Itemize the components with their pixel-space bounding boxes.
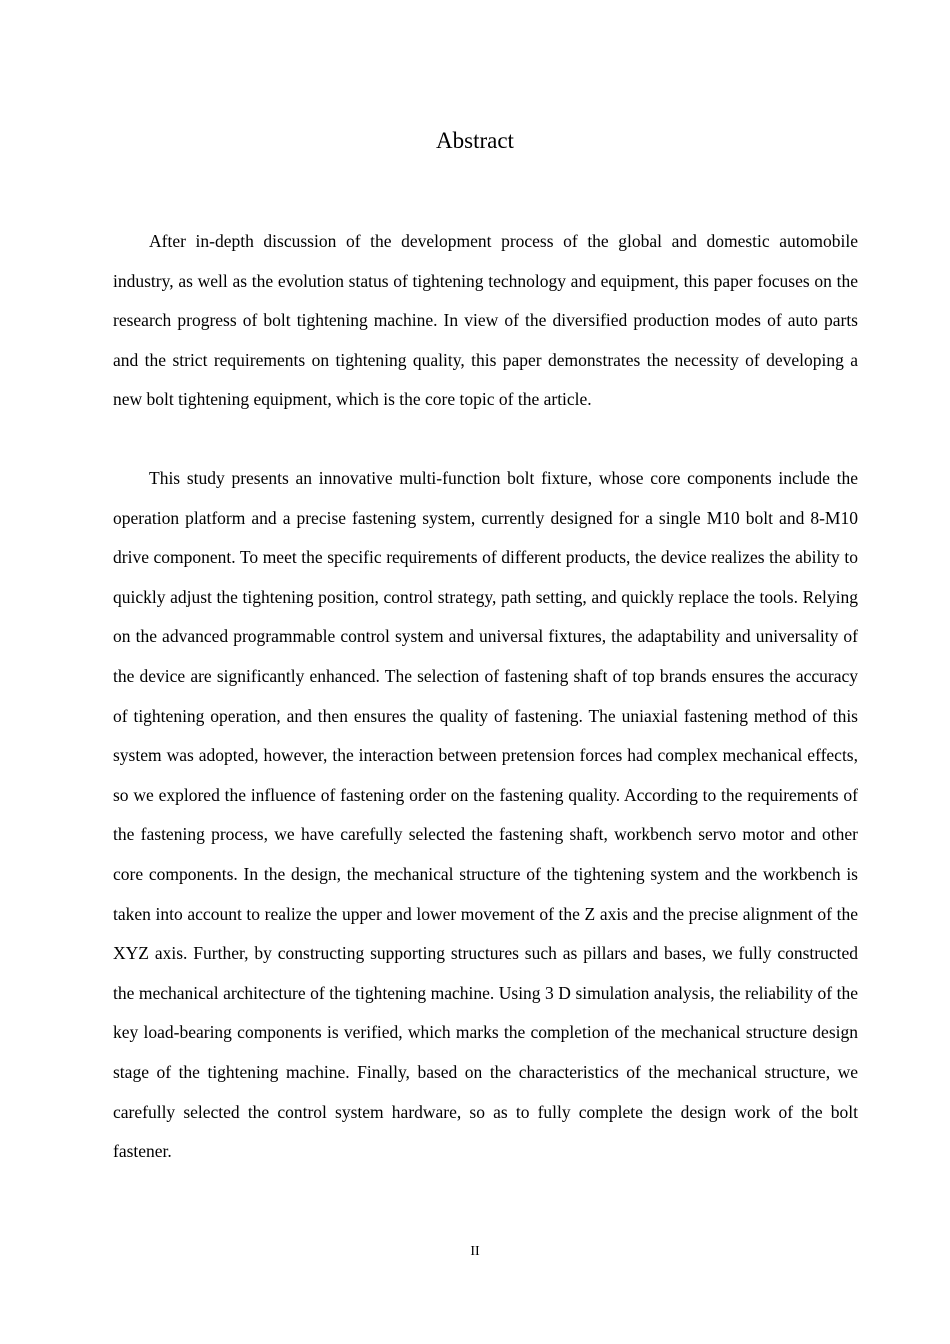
abstract-paragraph-2: This study presents an innovative multi-function bolt fixture, whose core components include the operation platform and a precise fastening system, currently designed for a single M10 bolt and 8-M10 drive component. To meet the specific requirements of different products, the device realizes the ability to quickly adjust the tightening position, control strategy, path setting, and quickly replace the tools. Relying on the advanced programmable control system and universal fixtures, the adaptability and universality of the device are significantly enhanced. The selection of fastening shaft of top brands ensures the accuracy of tightening operation, and then ensures the quality of fastening. The uniaxial fastening method of this system was adopted, however, the interaction between pretension forces had complex mechanical effects, so we explored the influence of fastening order on the fastening quality. According to the requirements of the fastening process, we have carefully selected the fastening shaft, workbench servo motor and other core components. In the design, the mechanical structure of the tightening system and the workbench is taken into account to realize the upper and lower movement of the Z axis and the precise alignment of the XYZ axis. Further, by constructing supporting structures such as pillars and bases, we fully constructed the mechanical architecture of the tightening machine. Using 3 D simulation analysis, the reliability of the key load-bearing components is verified, which marks the completion of the mechanical structure design stage of the tightening machine. Finally, based on the characteristics of the mechanical structure, we carefully selected the control system hardware, so as to fully complete the design work of the bolt fastener. (113, 468, 858, 1162)
abstract-title: Abstract (436, 128, 514, 153)
page-number: II (470, 1244, 480, 1259)
abstract-paragraph-1: After in-depth discussion of the development process of the global and domestic automobile industry, as well as the evolution status of tightening technology and equipment, this paper focuses on the research progress of bolt tightening machine. In view of the diversified production modes of auto parts and the strict requirements on tightening quality, this paper demonstrates the necessity of developing a new bolt tightening equipment, which is the core topic of the article. (113, 231, 858, 409)
